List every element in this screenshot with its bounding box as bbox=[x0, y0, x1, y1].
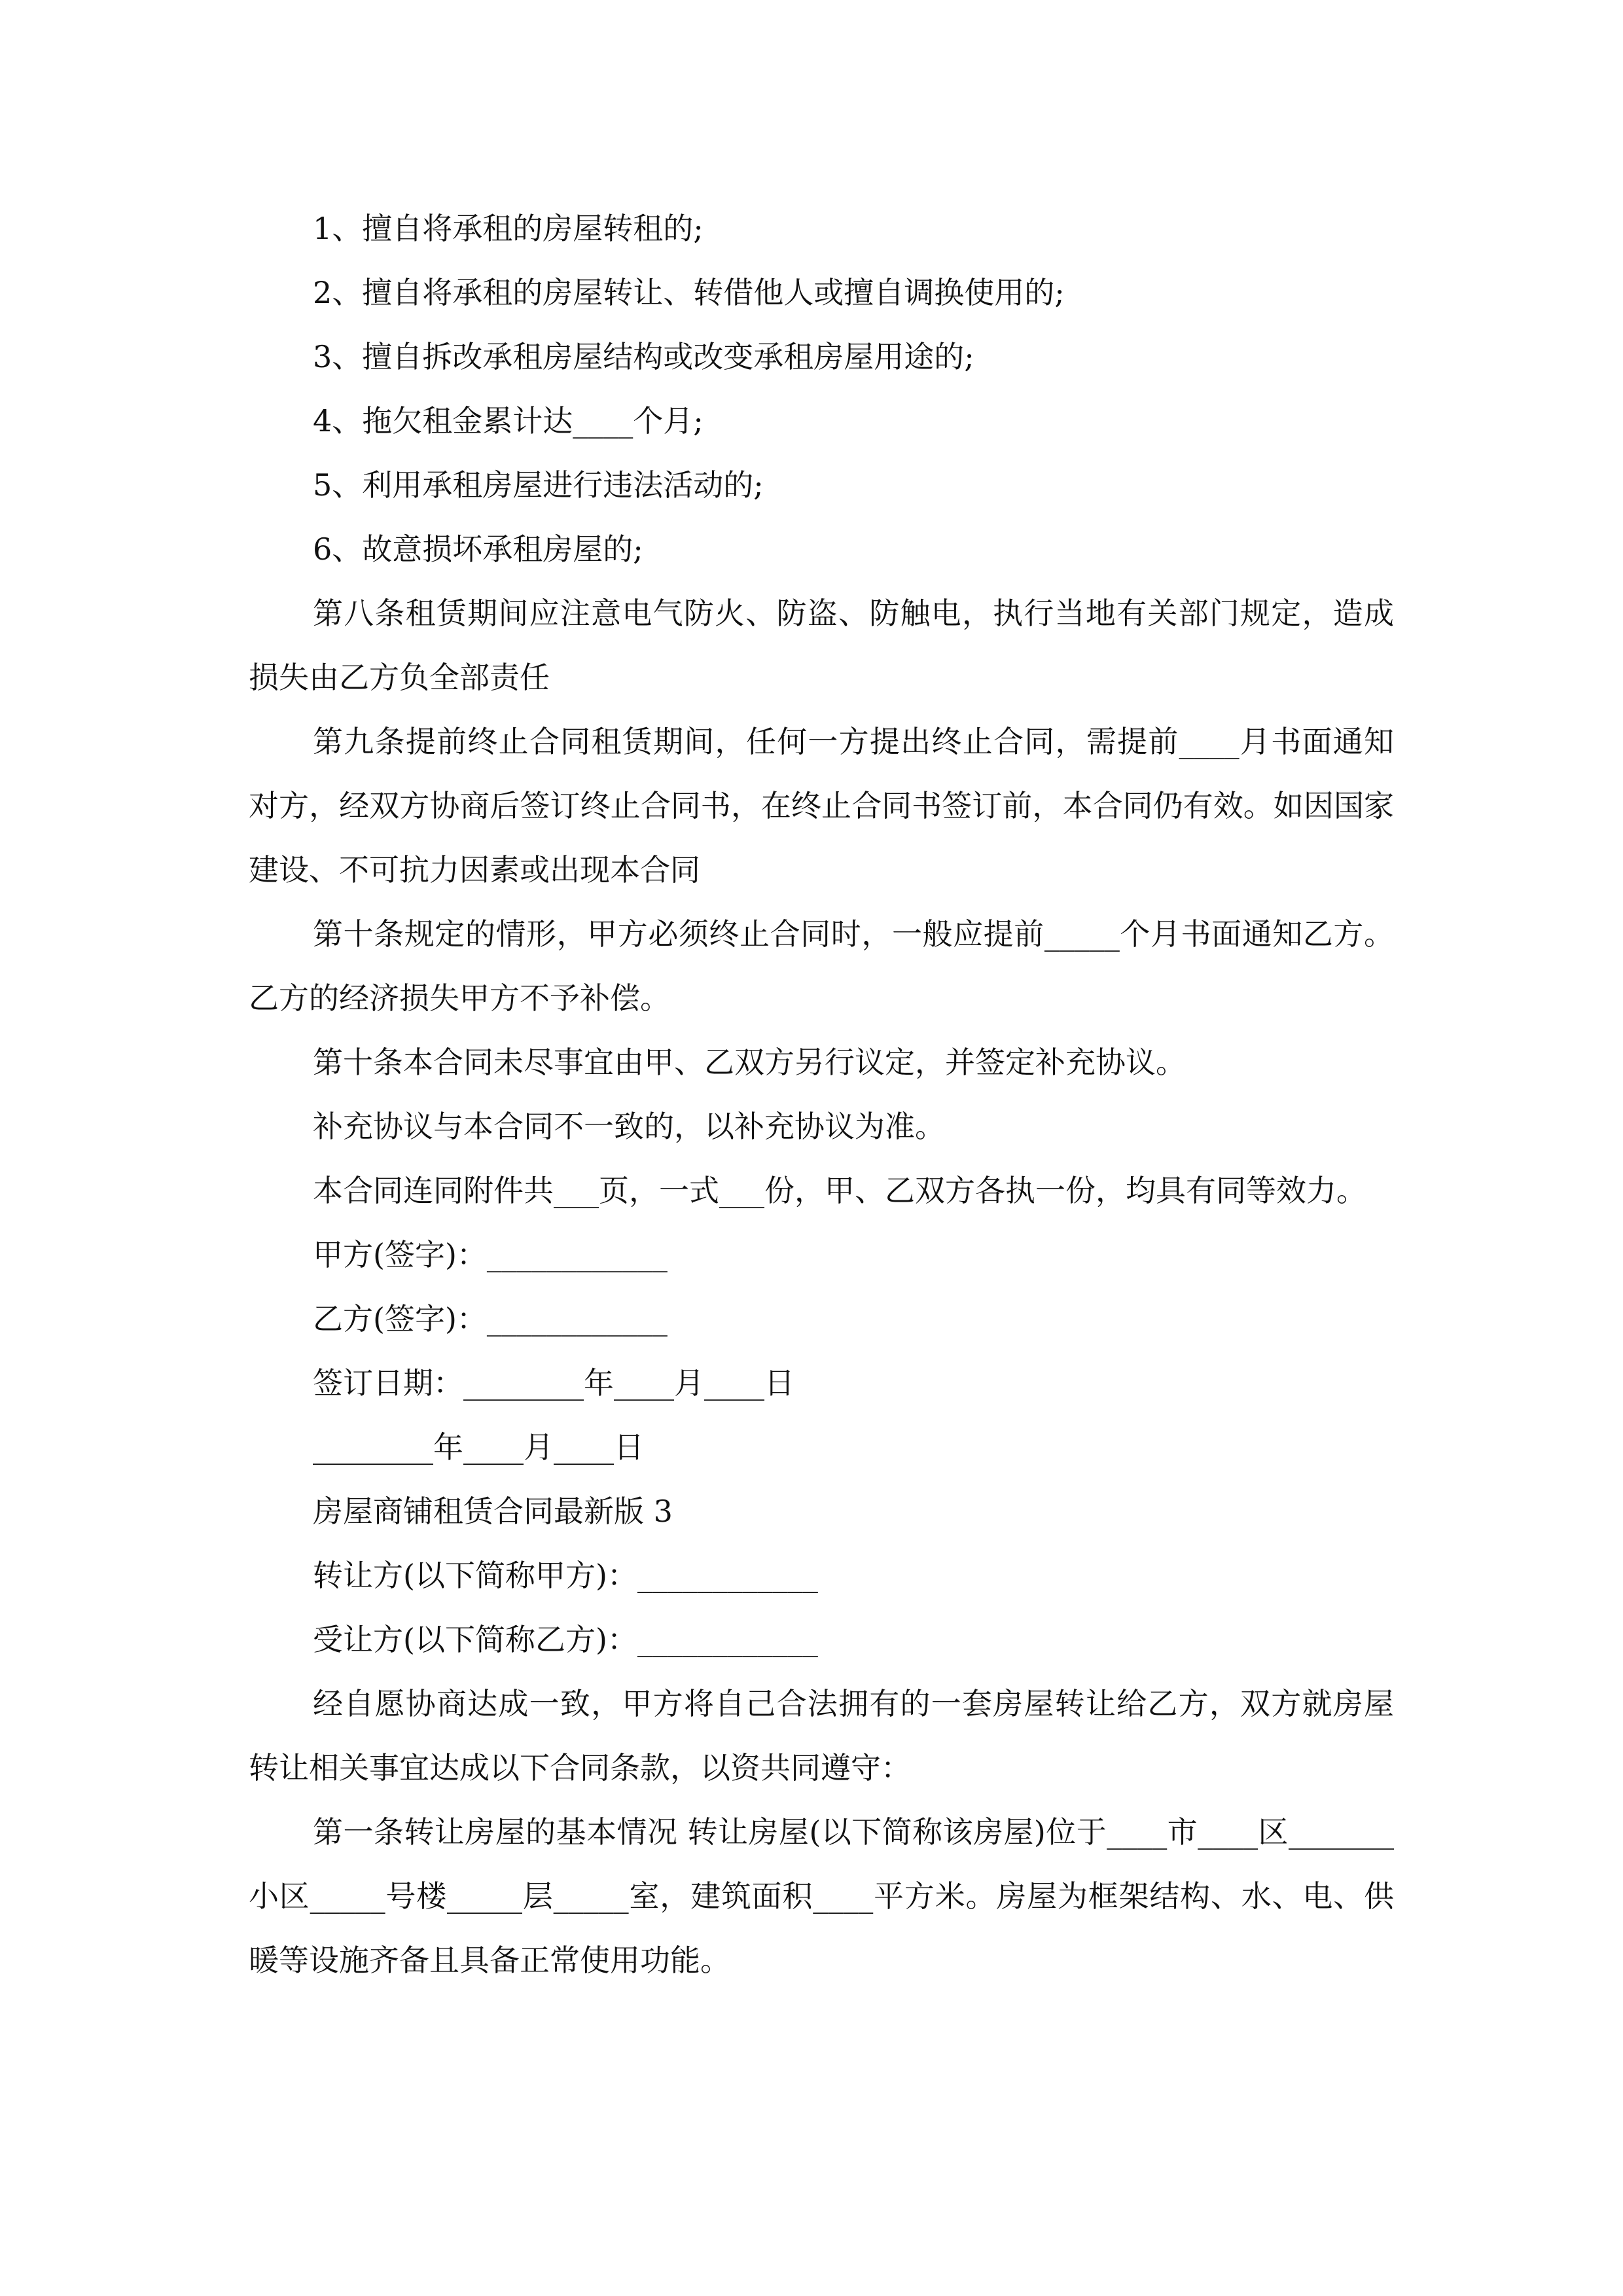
clause-item-2: 2、擅自将承租的房屋转让、转借他人或擅自调换使用的; bbox=[313, 275, 1065, 310]
clause-item-1: 1、擅自将承租的房屋转租的; bbox=[313, 211, 704, 246]
article-10-termination-paragraph: 第十条规定的情形，甲方必须终止合同时，一般应提前_____个月书面通知乙方。乙方的经济损失甲方不予补偿。 bbox=[249, 916, 1394, 1016]
article-10-supplement-paragraph: 第十条本合同未尽事宜由甲、乙双方另行议定，并签定补充协议。 bbox=[313, 1045, 1186, 1080]
transferor-line: 转让方(以下简称甲方)：____________ bbox=[313, 1558, 818, 1593]
article-8-paragraph: 第八条租赁期间应注意电气防火、防盗、防触电，执行当地有关部门规定，造成损失由乙方负全部责任 bbox=[249, 596, 1394, 695]
copies-paragraph: 本合同连同附件共___页，一式___份，甲、乙双方各执一份，均具有同等效力。 bbox=[313, 1173, 1366, 1208]
supplement-precedence-paragraph: 补充协议与本合同不一致的，以补充协议为准。 bbox=[313, 1109, 945, 1144]
signing-date-line: 签订日期：________年____月____日 bbox=[313, 1365, 794, 1401]
clause-item-5: 5、利用承租房屋进行违法活动的; bbox=[313, 467, 764, 503]
clause-item-4: 4、拖欠租金累计达____个月; bbox=[313, 403, 704, 439]
transferee-line: 受让方(以下简称乙方)：____________ bbox=[313, 1622, 818, 1657]
agreement-intro-paragraph: 经自愿协商达成一致，甲方将自己合法拥有的一套房屋转让给乙方，双方就房屋转让相关事宜达成以下合同条款，以资共同遵守： bbox=[249, 1686, 1394, 1785]
clause-item-6: 6、故意损坏承租房屋的; bbox=[313, 531, 643, 567]
section-title: 房屋商铺租赁合同最新版 3 bbox=[313, 1494, 673, 1529]
party-a-signature-line: 甲方(签字)：____________ bbox=[313, 1237, 668, 1272]
article-1-property-paragraph: 第一条转让房屋的基本情况 转让房屋(以下简称该房屋)位于____市____区_______小区_____号楼_____层_____室，建筑面积____平方米。房屋为框架结构、水、电、供暖等设施齐备且具备正常使用功能。 bbox=[249, 1814, 1394, 1978]
clause-item-3: 3、擅自拆改承租房屋结构或改变承租房屋用途的; bbox=[313, 339, 974, 374]
party-b-signature-line: 乙方(签字)：____________ bbox=[313, 1301, 668, 1336]
second-date-line: ________年____月____日 bbox=[313, 1429, 644, 1465]
article-9-paragraph: 第九条提前终止合同租赁期间，任何一方提出终止合同，需提前____月书面通知对方，经双方协商后签订终止合同书，在终止合同书签订前，本合同仍有效。如因国家建设、不可抗力因素或出现本合同 bbox=[249, 724, 1394, 888]
document-body bbox=[249, 196, 1394, 1992]
